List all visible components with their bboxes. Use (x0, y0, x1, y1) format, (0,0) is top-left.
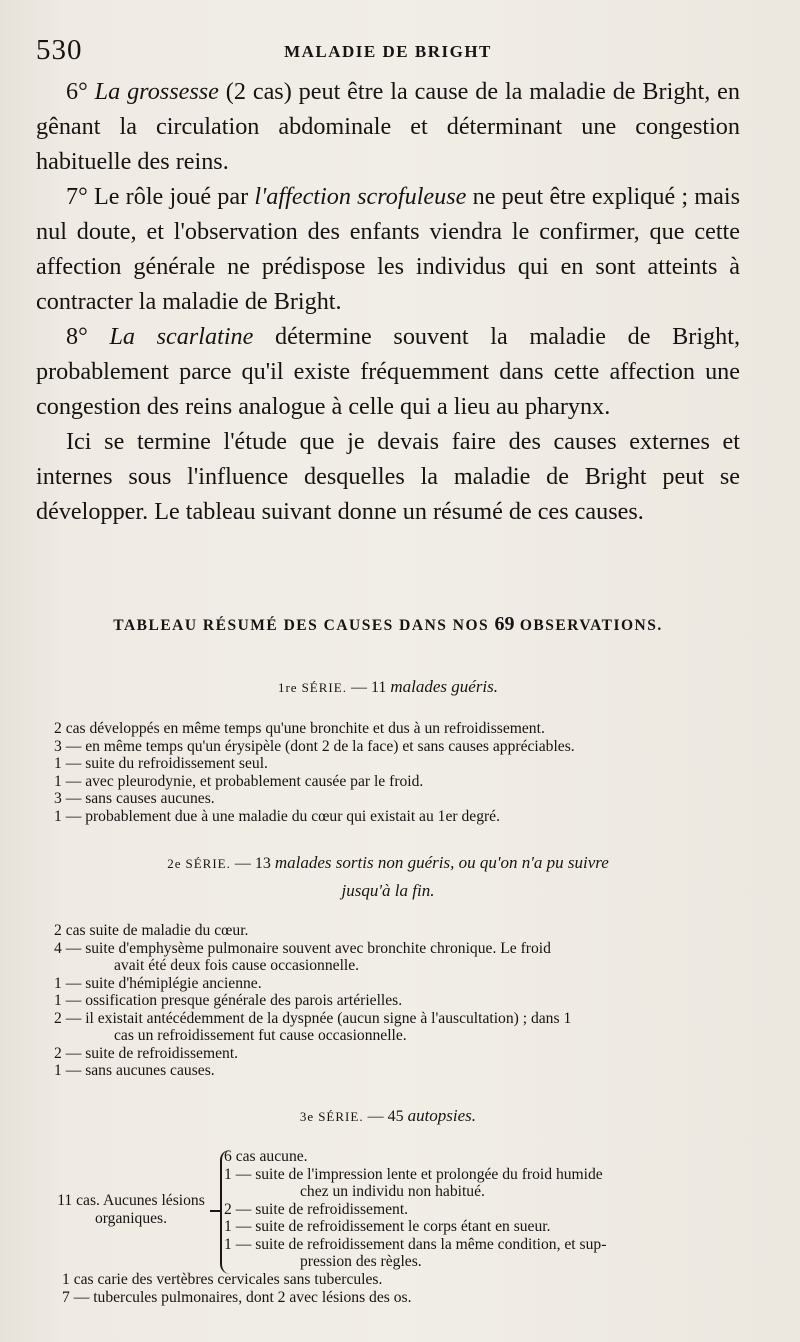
list-item (224, 1218, 740, 1236)
list-item: 1 — suite du refroidissement seul. (54, 755, 268, 772)
table-title-end: OBSERVATIONS. (514, 617, 663, 634)
series-label: SÉRIE. (185, 856, 231, 871)
list-item: 1 — probablement due à une maladie du cœur qui existait au 1er degré. (54, 807, 500, 825)
series-label: SÉRIE. (318, 1109, 364, 1124)
list-item (54, 922, 740, 940)
list-item: 1 cas carie des vertèbres cervicales sans tubercules. (62, 1271, 383, 1288)
list-item-text: 1 — suite de refroidissement le corps étant en sueur. (224, 1218, 551, 1235)
list-item: 2 cas développés en même temps qu'une bronchite et dus à un refroidissement. (54, 720, 545, 737)
brace-group-label: 11 cas. Aucunes lésions organiques. (57, 1192, 205, 1227)
series-2-heading (36, 853, 740, 901)
paragraph-rest: (2 cas) peut être la cause de la maladie de Bright, en gênant la circulation abdominale et déterminant une congestion habituelle des reins. (36, 78, 740, 175)
paragraph-lead: 7° Le rôle joué par (66, 183, 255, 210)
list-item-text: 6 cas aucune. (224, 1148, 308, 1165)
list-item-continuation: avait été deux fois cause occasionnelle. (114, 957, 360, 974)
series-label: SÉRIE. (301, 680, 347, 695)
series-2-list (54, 922, 740, 1080)
list-item: 3 — sans causes aucunes. (54, 790, 215, 807)
brace-group (36, 1148, 740, 1278)
paragraph-lead: Ici se termine l'étude que je devais faire des causes externes et internes sous l'influence desquelles la maladie de Bright peut se développer. Le tableau suivant donne un résumé de ces causes. (36, 428, 740, 525)
series-1-list (54, 720, 740, 825)
paragraph-italic: La scarlatine (109, 323, 254, 350)
list-item (54, 1010, 740, 1045)
paragraph-lead: 8° (66, 323, 110, 350)
series-3-final-lines (62, 1271, 740, 1306)
list-item (54, 992, 740, 1010)
page-header (36, 34, 740, 68)
list-item-text: 2 — suite de refroidissement. (224, 1200, 409, 1218)
list-item-text: 1 — sans aucunes causes. (54, 1062, 215, 1079)
paragraph-italic: l'affection scrofuleuse (254, 183, 467, 210)
paragraph-rest: détermine souvent la maladie de Bright, probablement parce qu'il existe fréquemment dans cette affection une congestion des reins analogue à celle qui a lieu au pharynx. (36, 323, 740, 420)
series-1-heading (36, 677, 740, 697)
list-item-text: 2 — il existait antécédemment de la dyspnée (aucun signe à l'auscultation) ; dans 1 (54, 1009, 572, 1027)
series-ordinal: 3e (299, 1109, 315, 1124)
paragraph-scarlatine (36, 319, 740, 424)
series-3-heading (36, 1106, 740, 1126)
list-item (54, 975, 740, 993)
list-item (54, 1062, 740, 1080)
series-description: autopsies. (407, 1106, 477, 1125)
list-item (224, 1148, 740, 1166)
list-item-text: 1 — suite de l'impression lente et prolongée du froid humide (224, 1165, 603, 1183)
list-item (224, 1166, 740, 1201)
table-title-number: 69 (494, 613, 515, 635)
paragraph-rest: ne peut être expliqué ; mais nul doute, et l'observation des enfants viendra le confirmer, que cette affection générale ne prédispose les individus qui en sont atteints à contracter la maladie de Bright. (36, 183, 740, 315)
list-item (54, 1045, 740, 1063)
body-text (36, 74, 740, 529)
list-item-continuation: pression des règles. (300, 1253, 422, 1270)
paragraph-grossesse (36, 74, 740, 179)
list-item: 1 — avec pleurodynie, et probablement causée par le froid. (54, 772, 424, 790)
list-item-text: 2 — suite de refroidissement. (54, 1044, 239, 1062)
series-ordinal: 1re (277, 680, 298, 695)
paragraph-conclusion (36, 424, 740, 529)
list-item: 7 — tubercules pulmonaires, dont 2 avec lésions des os. (62, 1288, 412, 1306)
series-description-continuation: jusqu'à la fin. (341, 881, 435, 900)
list-item-text: 2 cas suite de maladie du cœur. (54, 922, 249, 939)
series-count: — 45 (363, 1108, 408, 1125)
paragraph-lead: 6° (66, 78, 95, 105)
series-ordinal: 2e (167, 856, 182, 871)
list-item (54, 940, 740, 975)
series-description: malades guéris. (390, 677, 499, 696)
list-item-continuation: cas un refroidissement fut cause occasionnelle. (114, 1027, 407, 1044)
list-item-continuation: chez un individu non habitué. (300, 1183, 485, 1200)
series-count: — 11 (346, 679, 391, 696)
paragraph-scrofuleuse (36, 179, 740, 319)
list-item-text: 1 — ossification presque générale des parois artérielles. (54, 992, 403, 1009)
table-title-text: TABLEAU RÉSUMÉ DES CAUSES DANS NOS (113, 617, 495, 634)
list-item-text: 4 — suite d'emphysème pulmonaire souvent avec bronchite chronique. Le froid (54, 939, 551, 957)
page-number: 530 (36, 34, 83, 66)
running-head: MALADIE DE BRIGHT (284, 42, 492, 61)
paragraph-italic: La grossesse (94, 78, 219, 105)
brace-group-items (224, 1148, 740, 1271)
series-count: — 13 (230, 855, 275, 872)
list-item: 3 — en même temps qu'un érysipèle (dont 2 de la face) et sans causes appréciables. (54, 737, 575, 755)
table-title (36, 613, 740, 636)
list-item-text: 1 — suite d'hémiplégie ancienne. (54, 974, 262, 992)
list-item (224, 1236, 740, 1271)
series-description: malades sortis non guéris, ou qu'on n'a pu suivre (274, 853, 609, 872)
list-item (224, 1201, 740, 1219)
list-item-text: 1 — suite de refroidissement dans la même condition, et sup- (224, 1235, 607, 1253)
